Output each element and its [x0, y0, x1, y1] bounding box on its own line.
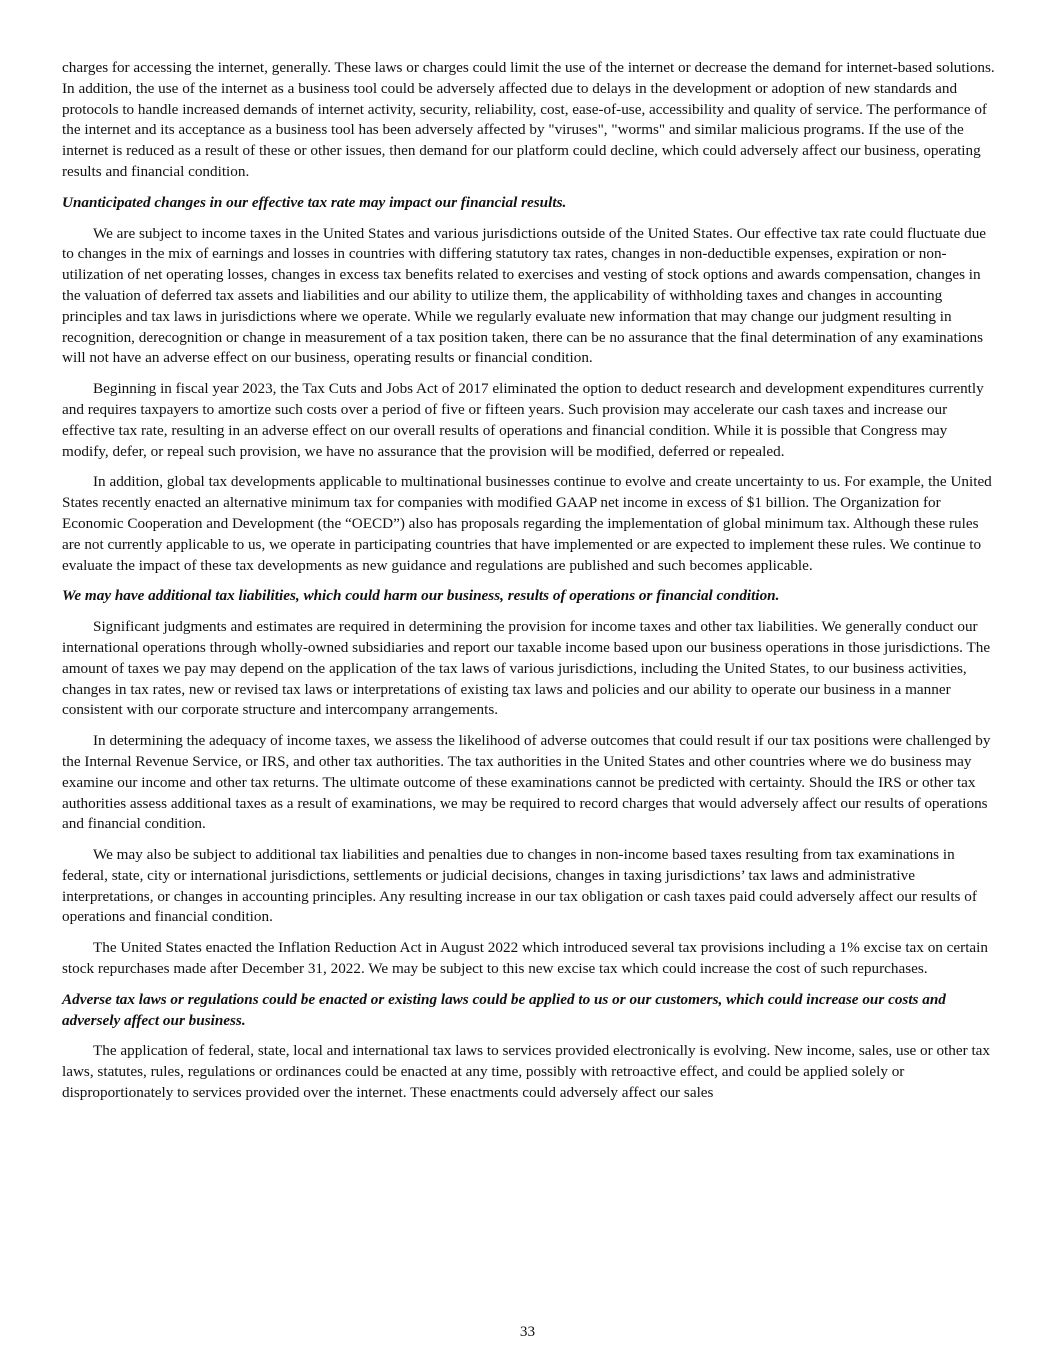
body-paragraph: We are subject to income taxes in the United States and various jurisdictions outside of the United States. Our effective tax rate could fluctuate due to changes in the mix of earnings and losses in countries with differing statutory tax rates, changes in non-deductible expenses, expiration or non-utilization of net operating losses, changes in excess tax benefits related to exercises and vesting of stock options and awards compensation, changes in the valuation of deferred tax assets and liabilities and our ability to utilize them, the applicability of withholding taxes and changes in accounting principles and tax laws in jurisdictions where we operate. While we regularly evaluate new information that may change our judgment resulting in recognition, derecognition or change in measurement of a tax position taken, there can be no assurance that the final determination of any examinations will not have an adverse effect on our business, operating results or financial condition. [62, 224, 987, 367]
body-paragraph: In determining the adequacy of income taxes, we assess the likelihood of adverse outcomes that could result if our tax positions were challenged by the Internal Revenue Service, or IRS, and other tax authorities. The tax authorities in the United States and other countries where we do business may examine our income and other tax returns. The ultimate outcome of these examinations cannot be predicted with certainty. Should the IRS or other tax authorities assess additional taxes as a result of examinations, we may be required to record charges that would adversely affect our results of operations and financial condition. [62, 732, 991, 833]
page-number: 33 [519, 1323, 536, 1340]
section-heading: Adverse tax laws or regulations could be enacted or existing laws could be applied to us or our customers, which could increase our costs and adversely affect our business. [62, 990, 946, 1029]
body-paragraph: Significant judgments and estimates are required in determining the provision for income taxes and other tax liabilities. We generally conduct our international operations through wholly-owned subsidiaries and report our taxable income based upon our business operations in those jurisdictions. The amount of taxes we pay may depend on the application of the tax laws of various jurisdictions, including the United States, to our business activities, changes in tax rates, new or revised tax laws or interpretations of existing tax laws and policies and our ability to operate our business in a manner consistent with our corporate structure and intercompany arrangements. [62, 618, 991, 719]
body-paragraph: Beginning in fiscal year 2023, the Tax Cuts and Jobs Act of 2017 eliminated the option to deduct research and development expenditures currently and requires taxpayers to amortize such costs over a period of five or fifteen years. Such provision may accelerate our cash taxes and increase our effective tax rate, resulting in an adverse effect on our overall results of operations and financial condition. While it is possible that Congress may modify, defer, or repeal such provision, we have no assurance that the provision will be modified, deferred or repealed. [62, 380, 984, 460]
section-heading: We may have additional tax liabilities, which could harm our business, results of operations or financial condition. [62, 587, 780, 605]
document-page [62, 58, 995, 1114]
body-paragraph: We may also be subject to additional tax liabilities and penalties due to changes in non-income based taxes resulting from tax examinations in federal, state, city or international jurisdictions, settlements or judicial decisions, changes in taxing jurisdictions’ tax laws and administrative interpretations, or changes in accounting principles. Any resulting increase in our tax obligation or cash taxes paid could adversely affect our results of operations and financial condition. [62, 846, 977, 926]
body-paragraph: charges for accessing the internet, generally. These laws or charges could limit the use of the internet or decrease the demand for internet-based solutions. In addition, the use of the internet as a business tool could be adversely affected due to delays in the development or adoption of new standards and protocols to handle increased demands of internet activity, security, reliability, cost, ease-of-use, accessibility and quality of service. The performance of the internet and its acceptance as a business tool has been adversely affected by "viruses", "worms" and similar malicious programs. If the use of the internet is reduced as a result of these or other issues, then demand for our platform could decline, which could adversely affect our business, operating results and financial condition. [62, 59, 995, 180]
body-paragraph: In addition, global tax developments applicable to multinational businesses continue to evolve and create uncertainty to us. For example, the United States recently enacted an alternative minimum tax for companies with modified GAAP net income in excess of $1 billion. The Organization for Economic Cooperation and Development (the “OECD”) also has proposals regarding the implementation of global minimum tax. Although these rules are not currently applicable to us, we operate in participating countries that have implemented or are expected to implement these rules. We continue to evaluate the impact of these tax developments as new guidance and regulations are published and such becomes applicable. [62, 473, 992, 574]
body-paragraph: The application of federal, state, local and international tax laws to services provided electronically is evolving. New income, sales, use or other tax laws, statutes, rules, regulations or ordinances could be enacted at any time, possibly with retroactive effect, and could be applied solely or disproportionately to services provided over the internet. These enactments could adversely affect our sales [62, 1042, 991, 1102]
section-heading: Unanticipated changes in our effective tax rate may impact our financial results. [62, 193, 567, 211]
body-paragraph: The United States enacted the Inflation Reduction Act in August 2022 which introduced several tax provisions including a 1% excise tax on certain stock repurchases made after December 31, 2022. We may be subject to this new excise tax which could increase the cost of such repurchases. [62, 939, 988, 978]
